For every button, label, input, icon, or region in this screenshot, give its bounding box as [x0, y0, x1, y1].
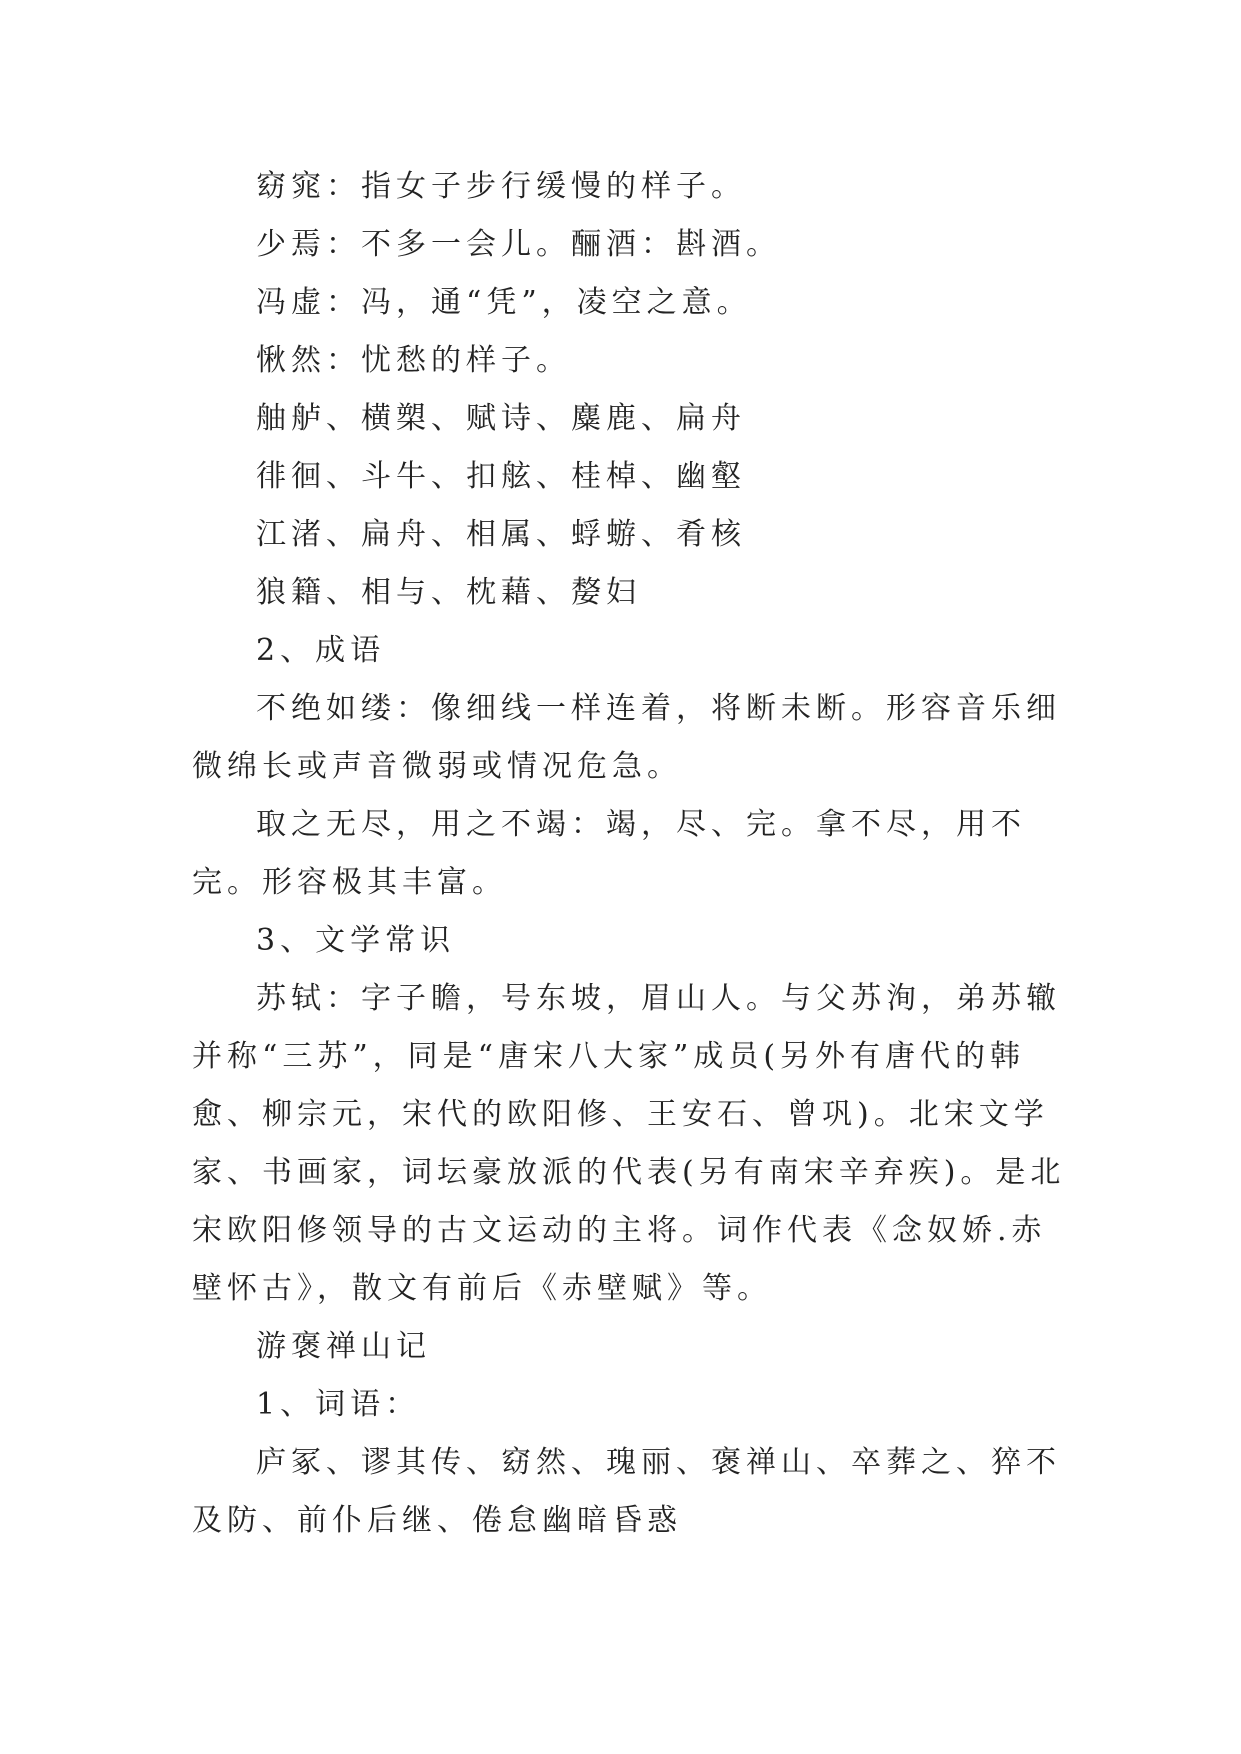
paragraph-shaoyan: 少焉：不多一会儿。酾酒：斟酒。 [256, 227, 781, 262]
section-heading-literature: 3、文学常识 [256, 923, 456, 958]
paragraph-pingxu: 冯虚：冯，通“凭”，凌空之意。 [256, 285, 752, 320]
paragraph-yaotiao: 窈窕：指女子步行缓慢的样子。 [256, 169, 746, 204]
document-body [192, 158, 1072, 1550]
paragraph-su-shi: 苏轼：字子瞻，号东坡，眉山人。与父苏洵，弟苏辙并称“三苏”，同是“唐宋八大家”成员(另外有唐代的韩愈、柳宗元，宋代的欧阳修、王安石、曾巩)。北宋文学家、书画家，词坛豪放派的代表(另有南宋辛弃疾)。是北宋欧阳修领导的古文运动的主将。词作代表《念奴娇.赤壁怀古》，散文有前后《赤壁赋》等。 [192, 981, 1066, 1306]
paragraph-vocab-list-1: 舳舻、横槊、赋诗、麋鹿、扁舟 [256, 401, 746, 436]
paragraph-vocab-list-3: 江渚、扁舟、相属、蜉蝣、肴核 [256, 517, 746, 552]
paragraph-qiaoran: 愀然：忧愁的样子。 [256, 343, 571, 378]
paragraph-idiom-1: 不绝如缕：像细线一样连着，将断未断。形容音乐细微绵长或声音微弱或情况危急。 [192, 691, 1061, 784]
paragraph-vocab-list-5: 庐冢、谬其传、窈然、瑰丽、褒禅山、卒葬之、猝不及防、前仆后继、倦怠幽暗昏惑 [192, 1445, 1061, 1538]
section-heading-idioms: 2、成语 [256, 633, 386, 668]
section-title-youbaochanshanji: 游褒禅山记 [256, 1329, 431, 1364]
paragraph-idiom-2: 取之无尽，用之不竭：竭，尽、完。拿不尽，用不完。形容极其丰富。 [192, 807, 1026, 900]
section-heading-vocabulary: 1、词语： [256, 1387, 421, 1422]
paragraph-vocab-list-2: 徘徊、斗牛、扣舷、桂棹、幽壑 [256, 459, 746, 494]
paragraph-vocab-list-4: 狼籍、相与、枕藉、嫠妇 [256, 575, 641, 610]
